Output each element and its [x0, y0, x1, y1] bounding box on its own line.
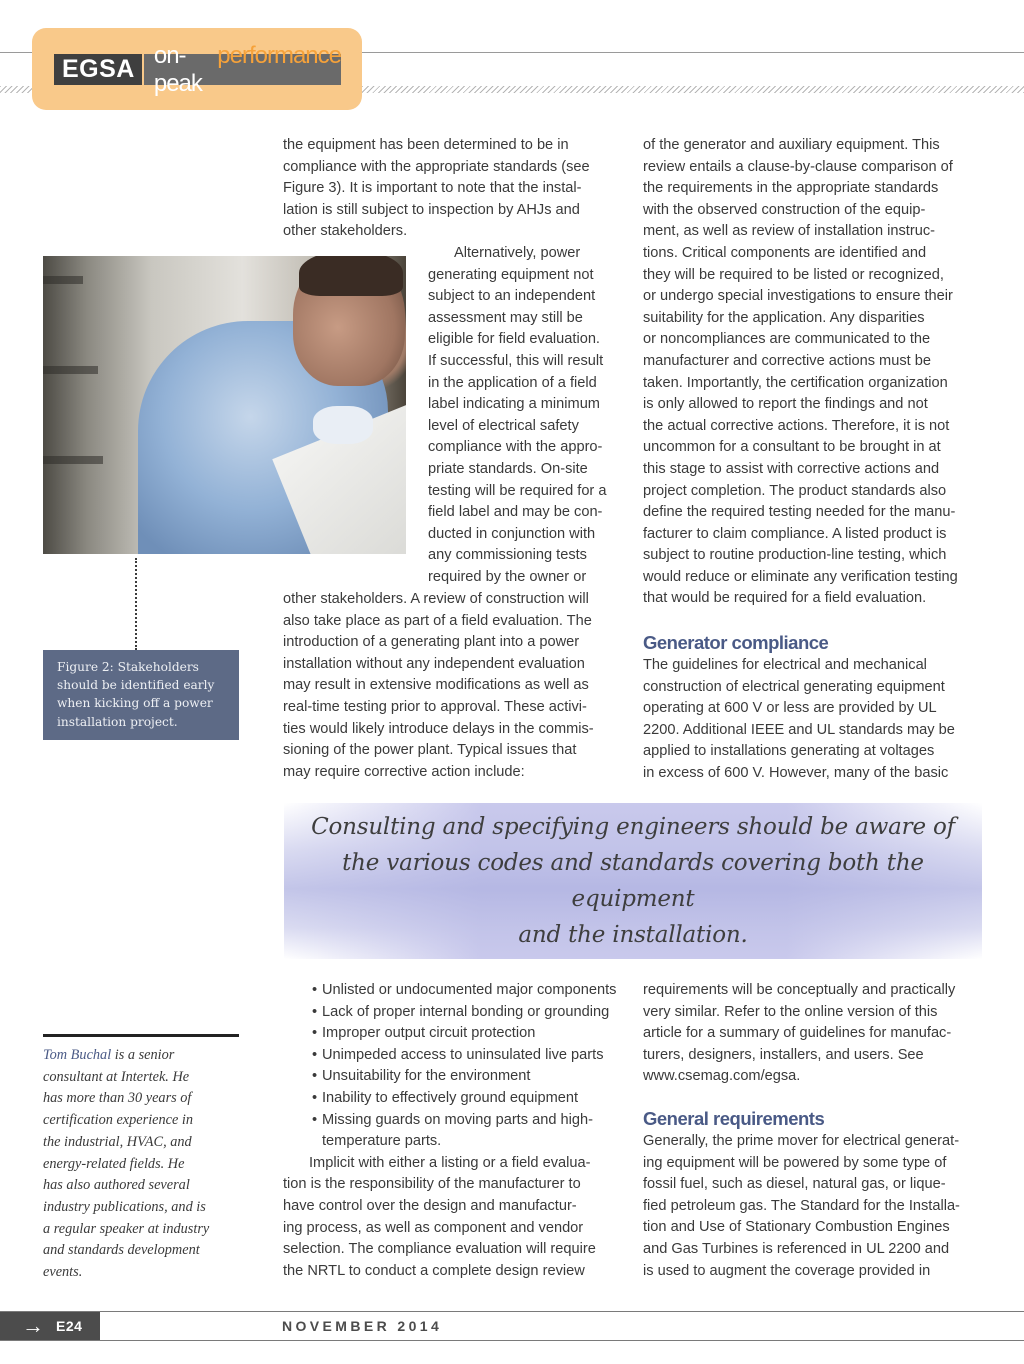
- heading-general-requirements: General requirements: [643, 1108, 825, 1129]
- bullet-glyph: •: [312, 1111, 318, 1128]
- text-line: article for a summary of guidelines for manufac-: [643, 1025, 952, 1042]
- bio-line: the industrial, HVAC, and: [43, 1133, 192, 1150]
- col2-lower-text: [643, 980, 988, 1088]
- text-line: the requirements in the appropriate standards: [643, 180, 939, 197]
- pull-quote-line: Consulting and specifying engineers should be aware of: [311, 814, 955, 840]
- bullet-glyph: •: [312, 1068, 318, 1085]
- col2-general-text: [643, 1131, 988, 1282]
- technician-photo: [43, 256, 406, 554]
- author-bio: [43, 1045, 243, 1284]
- list-item: [283, 1002, 633, 1024]
- text-line: is used to augment the coverage provided in: [643, 1262, 931, 1279]
- photo-shelf: [43, 456, 103, 464]
- bullet-glyph: •: [312, 1089, 318, 1106]
- list-item: [283, 1088, 633, 1110]
- author-name: Tom Buchal: [43, 1047, 112, 1063]
- arrow-right-icon: →: [22, 1313, 44, 1338]
- caption-line: when kicking off a power: [57, 696, 213, 711]
- text-line: or undergo special investigations to ensure their: [643, 288, 953, 305]
- text-line: subject to routine production-line testing, which: [643, 547, 947, 564]
- list-item-text: Unlisted or undocumented major components: [322, 982, 617, 998]
- text-line: may require corrective action include:: [283, 763, 525, 780]
- footer-rule-bottom: [0, 1340, 1024, 1341]
- list-item: [283, 1110, 633, 1132]
- list-item-continuation: temperature parts.: [322, 1133, 442, 1150]
- pull-quote-line: and the installation.: [518, 922, 748, 948]
- text-line: they will be required to be listed or recognized,: [643, 266, 944, 283]
- bio-line: certification experience in: [43, 1112, 194, 1129]
- text-line: have control over the design and manufactur-: [283, 1197, 577, 1214]
- bullet-glyph: •: [312, 982, 318, 998]
- text-line: facturer to claim compliance. A listed product is: [643, 525, 947, 542]
- corrective-issues-list: [283, 980, 633, 1131]
- text-line: applied to installations generating at voltages: [643, 743, 935, 760]
- caption-leader-dots: [135, 558, 137, 650]
- text-line: selection. The compliance evaluation will require: [283, 1241, 596, 1258]
- photo-sleeve: [313, 406, 373, 444]
- section-title-part2: performance: [217, 41, 341, 69]
- text-line: installation without any independent evaluation: [283, 655, 585, 672]
- text-line: label indicating a minimum: [428, 396, 600, 413]
- text-line: construction of electrical generating equipment: [643, 678, 945, 695]
- col2-generator-text: [643, 655, 988, 785]
- list-item: [283, 1023, 633, 1045]
- pull-quote: [284, 803, 982, 959]
- text-line: in excess of 600 V. However, many of the basic: [643, 764, 949, 781]
- text-line: tion and Use of Stationary Combustion Engines: [643, 1219, 950, 1236]
- text-line: Implicit with either a listing or a field evalua-: [309, 1154, 591, 1171]
- text-line: eligible for field evaluation.: [428, 331, 600, 348]
- footer-rule-top: [0, 1311, 1024, 1312]
- text-line: in the application of a field: [428, 374, 597, 391]
- bio-text: is a senior: [111, 1047, 175, 1063]
- text-line: ducted in conjunction with: [428, 525, 596, 542]
- col2-top-text: [643, 135, 988, 610]
- issue-date: NOVEMBER 2014: [282, 1318, 443, 1334]
- pull-quote-line: the various codes and standards covering both the equipment: [342, 850, 924, 912]
- text-line: the NRTL to conduct a complete design review: [283, 1262, 585, 1279]
- text-line: introduction of a generating plant into a power: [283, 634, 580, 651]
- col1-wrap-text: [428, 243, 628, 589]
- list-item-text: Unsuitability for the environment: [322, 1068, 531, 1085]
- bio-line: and standards development: [43, 1242, 200, 1259]
- list-item-text: Missing guards on moving parts and high-: [322, 1111, 593, 1128]
- section-title-part1: on-peak: [153, 41, 202, 97]
- text-line: is only allowed to report the findings and not: [643, 396, 928, 413]
- text-line: may result in extensive modifications as well as: [283, 677, 589, 694]
- text-line: ing process, as well as component and vendor: [283, 1219, 584, 1236]
- text-line: assessment may still be: [428, 309, 583, 326]
- text-line: generating equipment not: [428, 266, 594, 283]
- text-line: suitability for the application. Any disparities: [643, 309, 925, 326]
- text-line: subject to an independent: [428, 288, 596, 305]
- text-line: priate standards. On-site: [428, 460, 588, 477]
- text-line: tions. Critical components are identified and: [643, 244, 927, 261]
- text-line: compliance with the appro-: [428, 439, 603, 456]
- caption-line: Figure 2: Stakeholders: [57, 660, 199, 674]
- text-line: www.csemag.com/egsa.: [643, 1068, 801, 1085]
- text-line: taken. Importantly, the certification organization: [643, 374, 948, 391]
- bio-line: a regular speaker at industry: [43, 1220, 210, 1237]
- page-number: E24: [56, 1318, 83, 1334]
- text-line: ment, as well as review of installation instruc-: [643, 223, 935, 240]
- text-line: manufacturer and corrective actions must be: [643, 352, 931, 369]
- bio-line: energy-related fields. He: [43, 1155, 185, 1172]
- photo-shelf: [43, 366, 98, 374]
- text-line: Alternatively, power: [454, 245, 581, 261]
- text-line: project completion. The product standards also: [643, 482, 947, 499]
- text-line: other stakeholders.: [283, 223, 408, 240]
- text-line: ties would likely introduce delays in the commis-: [283, 720, 594, 737]
- text-line: any commissioning tests: [428, 547, 587, 564]
- pull-quote-text: [288, 809, 978, 953]
- text-line: If successful, this will result: [428, 352, 604, 369]
- bio-rule: [43, 1034, 239, 1037]
- list-item-text: Lack of proper internal bonding or grounding: [322, 1003, 610, 1020]
- text-line: level of electrical safety: [428, 417, 579, 434]
- text-line: of the generator and auxiliary equipment. This: [643, 137, 940, 153]
- text-line: fied petroleum gas. The Standard for the Installa-: [643, 1197, 960, 1214]
- text-line: this stage to assist with corrective actions and: [643, 460, 940, 477]
- photo-shelf: [43, 276, 83, 284]
- text-line: real-time testing prior to approval. These activi-: [283, 698, 587, 715]
- col1-lower-text: [283, 980, 633, 1282]
- brand-logo: EGSA: [54, 54, 144, 85]
- bullet-glyph: •: [312, 1025, 318, 1042]
- bullet-glyph: •: [312, 1046, 318, 1063]
- text-line: or noncompliances are communicated to the: [643, 331, 931, 348]
- text-line: 2200. Additional IEEE and UL standards may be: [643, 721, 955, 738]
- text-line: review entails a clause-by-clause comparison of: [643, 158, 953, 175]
- caption-line: installation project.: [57, 714, 178, 729]
- text-line: lation is still subject to inspection by AHJs and: [283, 201, 580, 218]
- footer-page-box[interactable]: [0, 1312, 100, 1340]
- text-line: also take place as part of a field evaluation. The: [283, 612, 592, 629]
- text-line: testing will be required for a: [428, 482, 607, 499]
- col1-bottom-text: [283, 589, 628, 783]
- text-line: would reduce or eliminate any verification testing: [643, 568, 958, 585]
- text-line: The guidelines for electrical and mechanical: [643, 657, 927, 673]
- bio-line: consultant at Intertek. He: [43, 1068, 190, 1085]
- text-line: compliance with the appropriate standards (see: [283, 158, 590, 175]
- text-line: and Gas Turbines is referenced in UL 2200 and: [643, 1240, 950, 1257]
- text-line: the actual corrective actions. Therefore, it is not: [643, 417, 950, 434]
- text-line: with the observed construction of the equip-: [643, 201, 926, 218]
- photo-hair: [299, 256, 403, 296]
- caption-line: should be identified early: [57, 678, 215, 693]
- figure-caption: [43, 650, 239, 740]
- bullet-glyph: •: [312, 1003, 318, 1020]
- text-line: tion is the responsibility of the manufacturer to: [283, 1176, 581, 1193]
- bio-line: industry publications, and is: [43, 1198, 206, 1215]
- text-line: that would be required for a field evaluation.: [643, 590, 927, 607]
- text-line: uncommon for a consultant to be brought in at: [643, 439, 941, 456]
- heading-generator-compliance: Generator compliance: [643, 632, 829, 653]
- text-line: very similar. Refer to the online version of this: [643, 1003, 938, 1020]
- list-item-text: Inability to effectively ground equipment: [322, 1089, 579, 1106]
- text-line: Figure 3). It is important to note that the instal-: [283, 180, 582, 197]
- text-line: operating at 600 V or less are provided by UL: [643, 700, 937, 717]
- text-line: Generally, the prime mover for electrical generat-: [643, 1133, 960, 1149]
- text-line: other stakeholders. A review of construction will: [283, 591, 589, 607]
- bio-line: has more than 30 years of: [43, 1090, 192, 1107]
- list-item: [283, 1045, 633, 1067]
- list-item: [283, 1066, 633, 1088]
- text-line: ing equipment will be powered by some type of: [643, 1154, 947, 1171]
- text-line: turers, designers, installers, and users. See: [643, 1046, 924, 1063]
- list-item: [283, 980, 633, 1002]
- bio-first-line: [43, 1045, 243, 1067]
- list-item-text: Unimpeded access to uninsulated live parts: [322, 1046, 604, 1063]
- list-item-text: Improper output circuit protection: [322, 1025, 536, 1042]
- text-line: define the required testing needed for the manu-: [643, 504, 956, 521]
- text-line: requirements will be conceptually and practically: [643, 982, 956, 998]
- text-line: the equipment has been determined to be in: [283, 137, 569, 153]
- text-line: required by the owner or: [428, 568, 587, 585]
- section-title: [144, 42, 341, 98]
- text-line: fossil fuel, such as diesel, natural gas, or lique-: [643, 1176, 946, 1193]
- header-logo-bar: [54, 41, 341, 97]
- text-line: field label and may be con-: [428, 504, 603, 521]
- bio-line: events.: [43, 1264, 83, 1281]
- bio-line: has also authored several: [43, 1177, 190, 1194]
- text-line: sioning of the power plant. Typical issues that: [283, 742, 577, 759]
- col1-top-text: [283, 135, 628, 243]
